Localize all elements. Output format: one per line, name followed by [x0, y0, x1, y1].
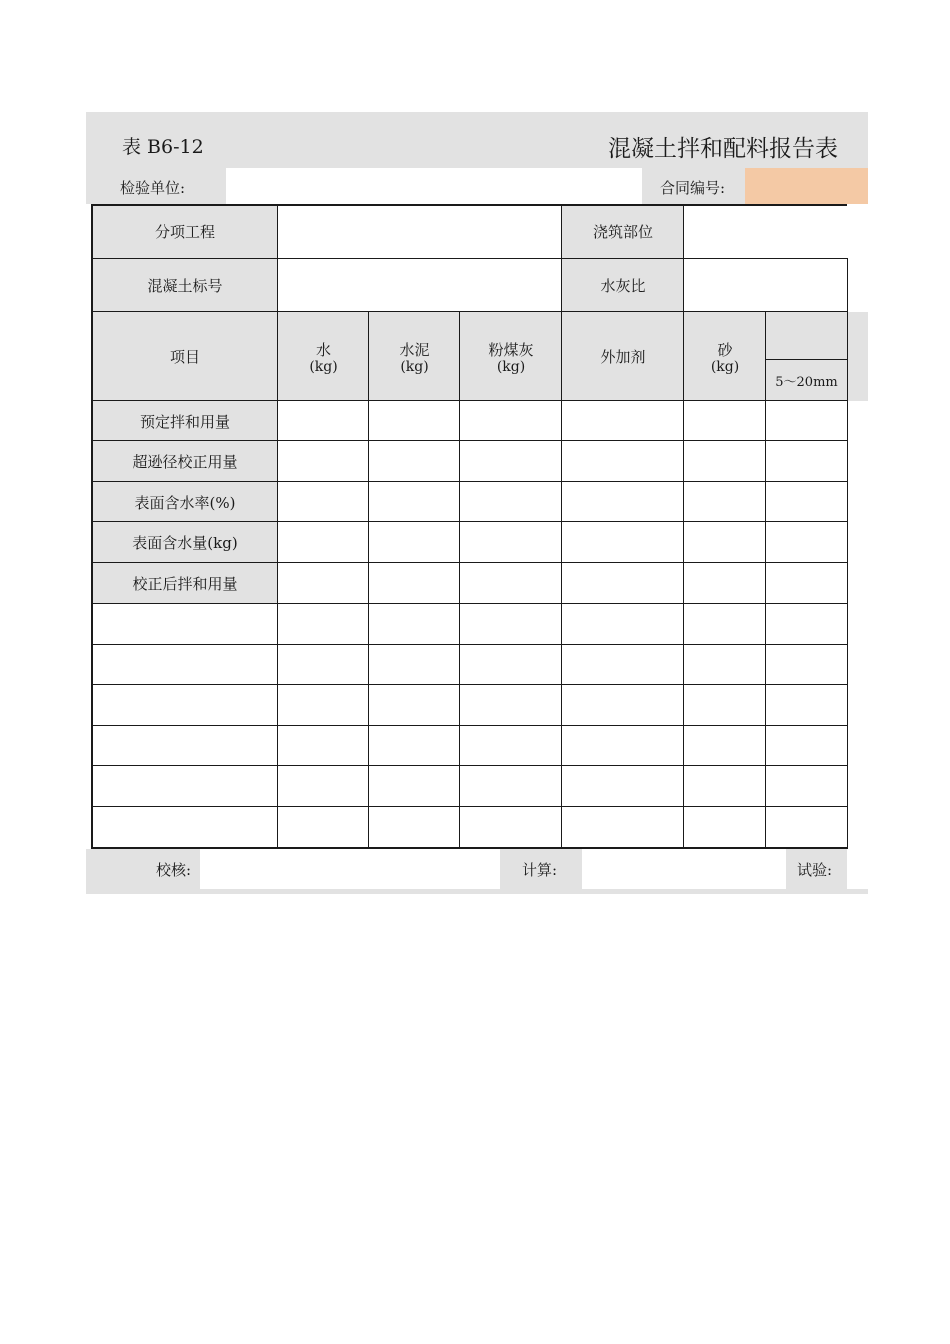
- hline-row-2: [91, 481, 848, 482]
- vline-5: [683, 204, 684, 848]
- col-header-sand-name: 砂: [717, 340, 733, 359]
- hline-row-7: [91, 684, 848, 685]
- col-header-flyash: [460, 312, 562, 401]
- col-header-water-name: 水: [315, 340, 331, 359]
- report-sheet: [86, 112, 868, 894]
- col-header-admixture: 外加剂: [562, 312, 684, 401]
- sub-item-field[interactable]: [278, 205, 562, 258]
- hline-info-1: [91, 258, 848, 259]
- vline-3: [459, 312, 460, 848]
- concrete-grade-label: 混凝土标号: [92, 258, 278, 312]
- test-label: 试验:: [797, 861, 833, 879]
- row-label-planned-mix: 预定拌和用量: [92, 401, 278, 441]
- sub-item-label: 分项工程: [92, 205, 278, 258]
- hline-row-10: [91, 806, 848, 807]
- col-header-cement-name: 水泥: [399, 340, 430, 359]
- check-label: 校核:: [156, 861, 192, 879]
- pour-location-field[interactable]: [684, 205, 848, 258]
- header-right-band: [847, 312, 868, 401]
- row-label-corrected-mix: 校正后拌和用量: [92, 563, 278, 604]
- row-label-size-correction: 超逊径校正用量: [92, 441, 278, 482]
- col-header-water-unit: (kg): [309, 358, 338, 375]
- table-border-right: [847, 258, 848, 848]
- pour-location-label: 浇筑部位: [562, 205, 684, 258]
- calc-field[interactable]: [582, 849, 786, 889]
- check-field[interactable]: [200, 849, 500, 889]
- contract-number-field[interactable]: [745, 168, 868, 204]
- page-title: 混凝土拌和配料报告表: [608, 136, 838, 162]
- water-cement-ratio-field[interactable]: [684, 258, 848, 312]
- inspection-unit-label: 检验单位:: [120, 179, 186, 197]
- hline-row-5: [91, 603, 848, 604]
- form-code: 表 B6-12: [122, 136, 204, 158]
- col-header-sand-unit: (kg): [710, 358, 740, 375]
- col-header-stone-size: 5～20mm: [766, 360, 847, 401]
- inspection-unit-field[interactable]: [226, 168, 642, 204]
- hline-info-2: [91, 311, 848, 312]
- col-header-item: 项目: [92, 312, 278, 401]
- col-header-flyash-unit: (kg): [496, 358, 526, 375]
- hline-stone-sub: [765, 359, 848, 360]
- contract-number-label: 合同编号:: [660, 179, 726, 197]
- hline-header: [91, 400, 848, 401]
- row-label-surface-moisture-rate: 表面含水率(%): [92, 482, 278, 522]
- calc-label: 计算:: [522, 861, 558, 879]
- vline-1: [277, 204, 278, 848]
- hline-row-6: [91, 644, 848, 645]
- vline-2: [368, 312, 369, 848]
- vline-6: [765, 312, 766, 848]
- hline-row-3: [91, 521, 848, 522]
- col-header-cement-unit: (kg): [400, 358, 429, 375]
- table-border-left: [91, 204, 93, 849]
- concrete-grade-field[interactable]: [278, 258, 562, 312]
- row-label-surface-moisture-amount: 表面含水量(kg): [92, 522, 278, 563]
- col-header-flyash-name: 粉煤灰: [488, 340, 534, 359]
- hline-row-4: [91, 562, 848, 563]
- table-border-top: [91, 204, 847, 206]
- hline-row-9: [91, 765, 848, 766]
- vline-4: [561, 204, 562, 848]
- col-header-sand: [684, 312, 766, 401]
- col-header-stone-group: [766, 312, 847, 360]
- col-header-water: [278, 312, 369, 401]
- col-header-cement: [369, 312, 460, 401]
- test-field[interactable]: [847, 849, 868, 889]
- hline-row-8: [91, 725, 848, 726]
- hline-row-1: [91, 440, 848, 441]
- water-cement-ratio-label: 水灰比: [562, 258, 684, 312]
